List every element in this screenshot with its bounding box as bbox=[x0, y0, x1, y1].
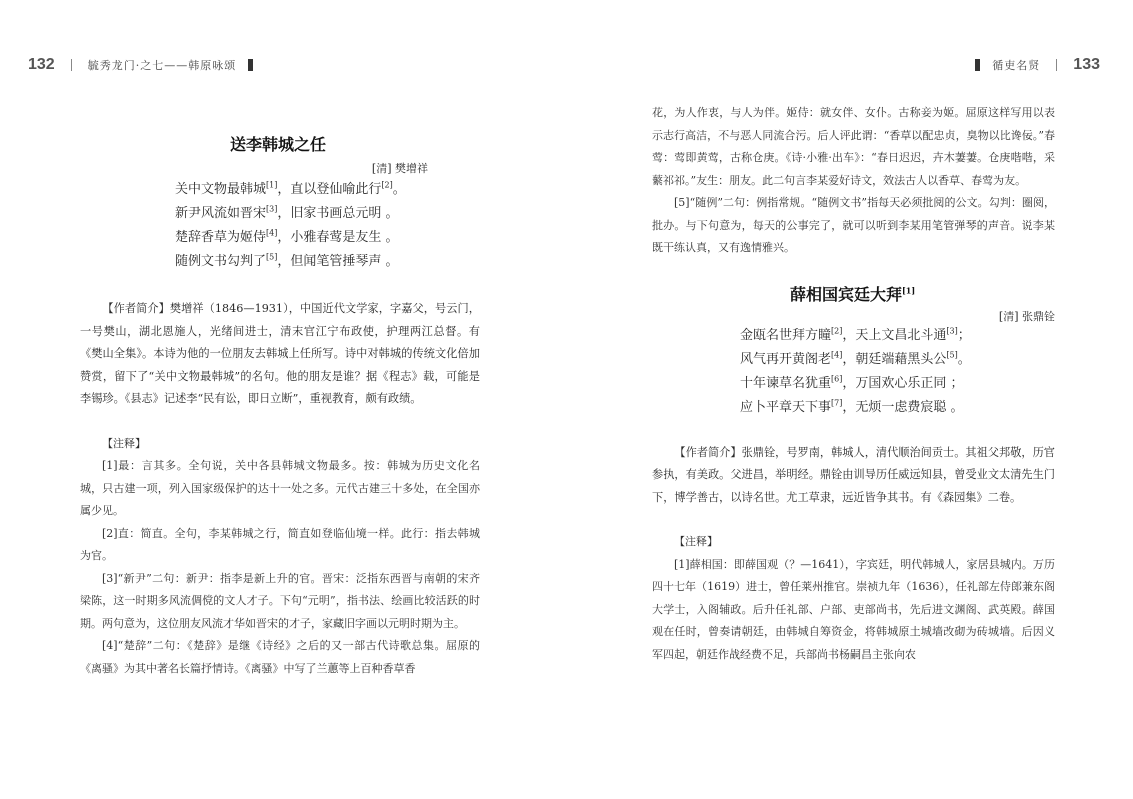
notes-header: 【注释】 bbox=[674, 535, 718, 548]
note-item: [2]直：简直。全句，李某韩城之行，简直如登临仙境一样。此行：指去韩城为官。 bbox=[80, 526, 480, 562]
poem-line: 风气再开黄阁老[4]，朝廷端藉黑头公[5]。 bbox=[740, 350, 971, 367]
note-item: [3]“新尹”二句：新尹：指李是新上升的官。晋宋：泛指东西晋与南朝的宋齐梁陈，这一时期多风流倜傥的文人才子。下句“元明”，指书法、绘画比较活跃的时期。两句意为，这位朋友风流才华如晋宋的才子，家藏旧字画以元明时期为主。 bbox=[80, 571, 480, 630]
right-page bbox=[652, 102, 1055, 666]
left-page bbox=[80, 95, 480, 680]
poem-line: 应卜平章天下事[7]，无烦一虑费宸聪 。 bbox=[740, 398, 964, 415]
left-page-header bbox=[28, 54, 265, 76]
note-item: [1]最：言其多。全句说，关中各县韩城文物最多。按：韩城为历史文化名城，只古建一项，列入国家级保护的达十一处之多。元代古建三十多处，在全国亦属少见。 bbox=[80, 459, 480, 517]
header-square-mark bbox=[975, 59, 980, 71]
poem-block bbox=[652, 282, 1055, 420]
right-running-title: 循吏名贤 bbox=[992, 59, 1041, 72]
poem-line: 金瓯名世拜方瞳[2]，天上文昌北斗通[3]； bbox=[740, 326, 971, 343]
left-running-title: 毓秀龙门·之七——韩原咏颂 bbox=[87, 59, 237, 72]
note-item: [5]“随例”二句：例指常规。“随例文书”指每天必须批阅的公文。勾判：圈阅，批办。与下句意为，每天的公事完了，就可以听到李某用笔管弹琴的声音。说李某既干练认真，又有逸情雅兴。 bbox=[652, 196, 1055, 254]
poem-author: [清] 张鼎铨 bbox=[998, 309, 1055, 323]
poem-title: 薛相国宾廷大拜[1] bbox=[790, 284, 916, 304]
poem-line: 随例文书勾判了[5]，但闻笔管捶琴声 。 bbox=[175, 252, 399, 269]
header-square-mark bbox=[248, 59, 253, 71]
note-item: [1]薛相国：即薛国观（？—1641），字宾廷，明代韩城人，家居县城内。万历四十七年（1619）进士，曾任莱州推官。崇祯九年（1636），任礼部左侍郎兼东阁大学士，入阁辅政。后升任礼部、户部、吏部尚书，先后进文渊阁、武英殿。薛国观在任时，曾奏请朝廷，由韩城自筹资金，将韩城原土城墙改砌为砖城墙。后因义军四起，朝廷作战经费不足，兵部尚书杨嗣昌主张向农 bbox=[652, 557, 1055, 661]
left-page-number: 132 bbox=[28, 56, 55, 73]
poem-title: 送李韩城之任 bbox=[230, 135, 327, 154]
poem-line: 十年谏草名犹重[6]，万国欢心乐正同 ； bbox=[740, 374, 964, 391]
notes-header: 【注释】 bbox=[102, 436, 146, 450]
poem-line: 楚辞香草为姬侍[4]，小雅春莺是友生 。 bbox=[175, 228, 399, 245]
poem-block bbox=[80, 132, 480, 274]
poem-author: [清] 樊增祥 bbox=[371, 162, 428, 175]
note-item: [4]“楚辞”二句：《楚辞》是继《诗经》之后的又一部古代诗歌总集。屈原的《离骚》为其中著名长篇抒情诗。《离骚》中写了兰蕙等上百种香草香 bbox=[80, 639, 480, 675]
poem-line: 新尹风流如晋宋[3]，旧家书画总元明 。 bbox=[175, 204, 399, 221]
header-divider bbox=[1056, 59, 1057, 71]
author-intro: 【作者简介】樊增祥（1846—1931），中国近代文学家，字嘉父，号云门，一号樊山，湖北恩施人，光绪间进士，清末官江宁布政使，护理两江总督。有《樊山全集》。本诗为他的一位朋友去韩城上任所写。诗中对韩城的传统文化倍加赞赏，留下了“关中文物最韩城”的名句。他的朋友是谁？据《程志》载，可能是李锡珍。《县志》记述李“民有讼，即日立断”，重视教育，颇有政绩。 bbox=[80, 302, 480, 405]
right-page-number: 133 bbox=[1073, 56, 1100, 73]
note-continuation: 花，为人作衷，与人为伴。姬侍：就女伴、女仆。古称妾为姬。屈原这样写用以表示志行高洁，不与恶人同流合污。后人评此谓：“香草以配忠贞，臭物以比谗佞。”春莺：莺即黄莺，古称仓庚。《诗·小雅·出车》：“春日迟迟，卉木萋萋。仓庚喈喈，采蘩祁祁。”友生：朋友。此二句言李某爱好诗文，效法古人以香草、春莺为友。 bbox=[652, 106, 1055, 187]
author-intro: 【作者简介】张鼎铨，号罗南，韩城人，清代顺治间贡士。其祖父邦敬，历官参执，有美政。父进昌，举明经。鼎铨由训导历任威远知县，曾受业文太清先生门下，博学善古，以诗名世。尤工草隶，远近皆争其书。有《森园集》二卷。 bbox=[652, 445, 1055, 504]
poem-line: 关中文物最韩城[1]，直以登仙喻此行[2]。 bbox=[175, 180, 406, 197]
header-divider bbox=[71, 59, 72, 71]
right-page-header bbox=[963, 54, 1100, 76]
